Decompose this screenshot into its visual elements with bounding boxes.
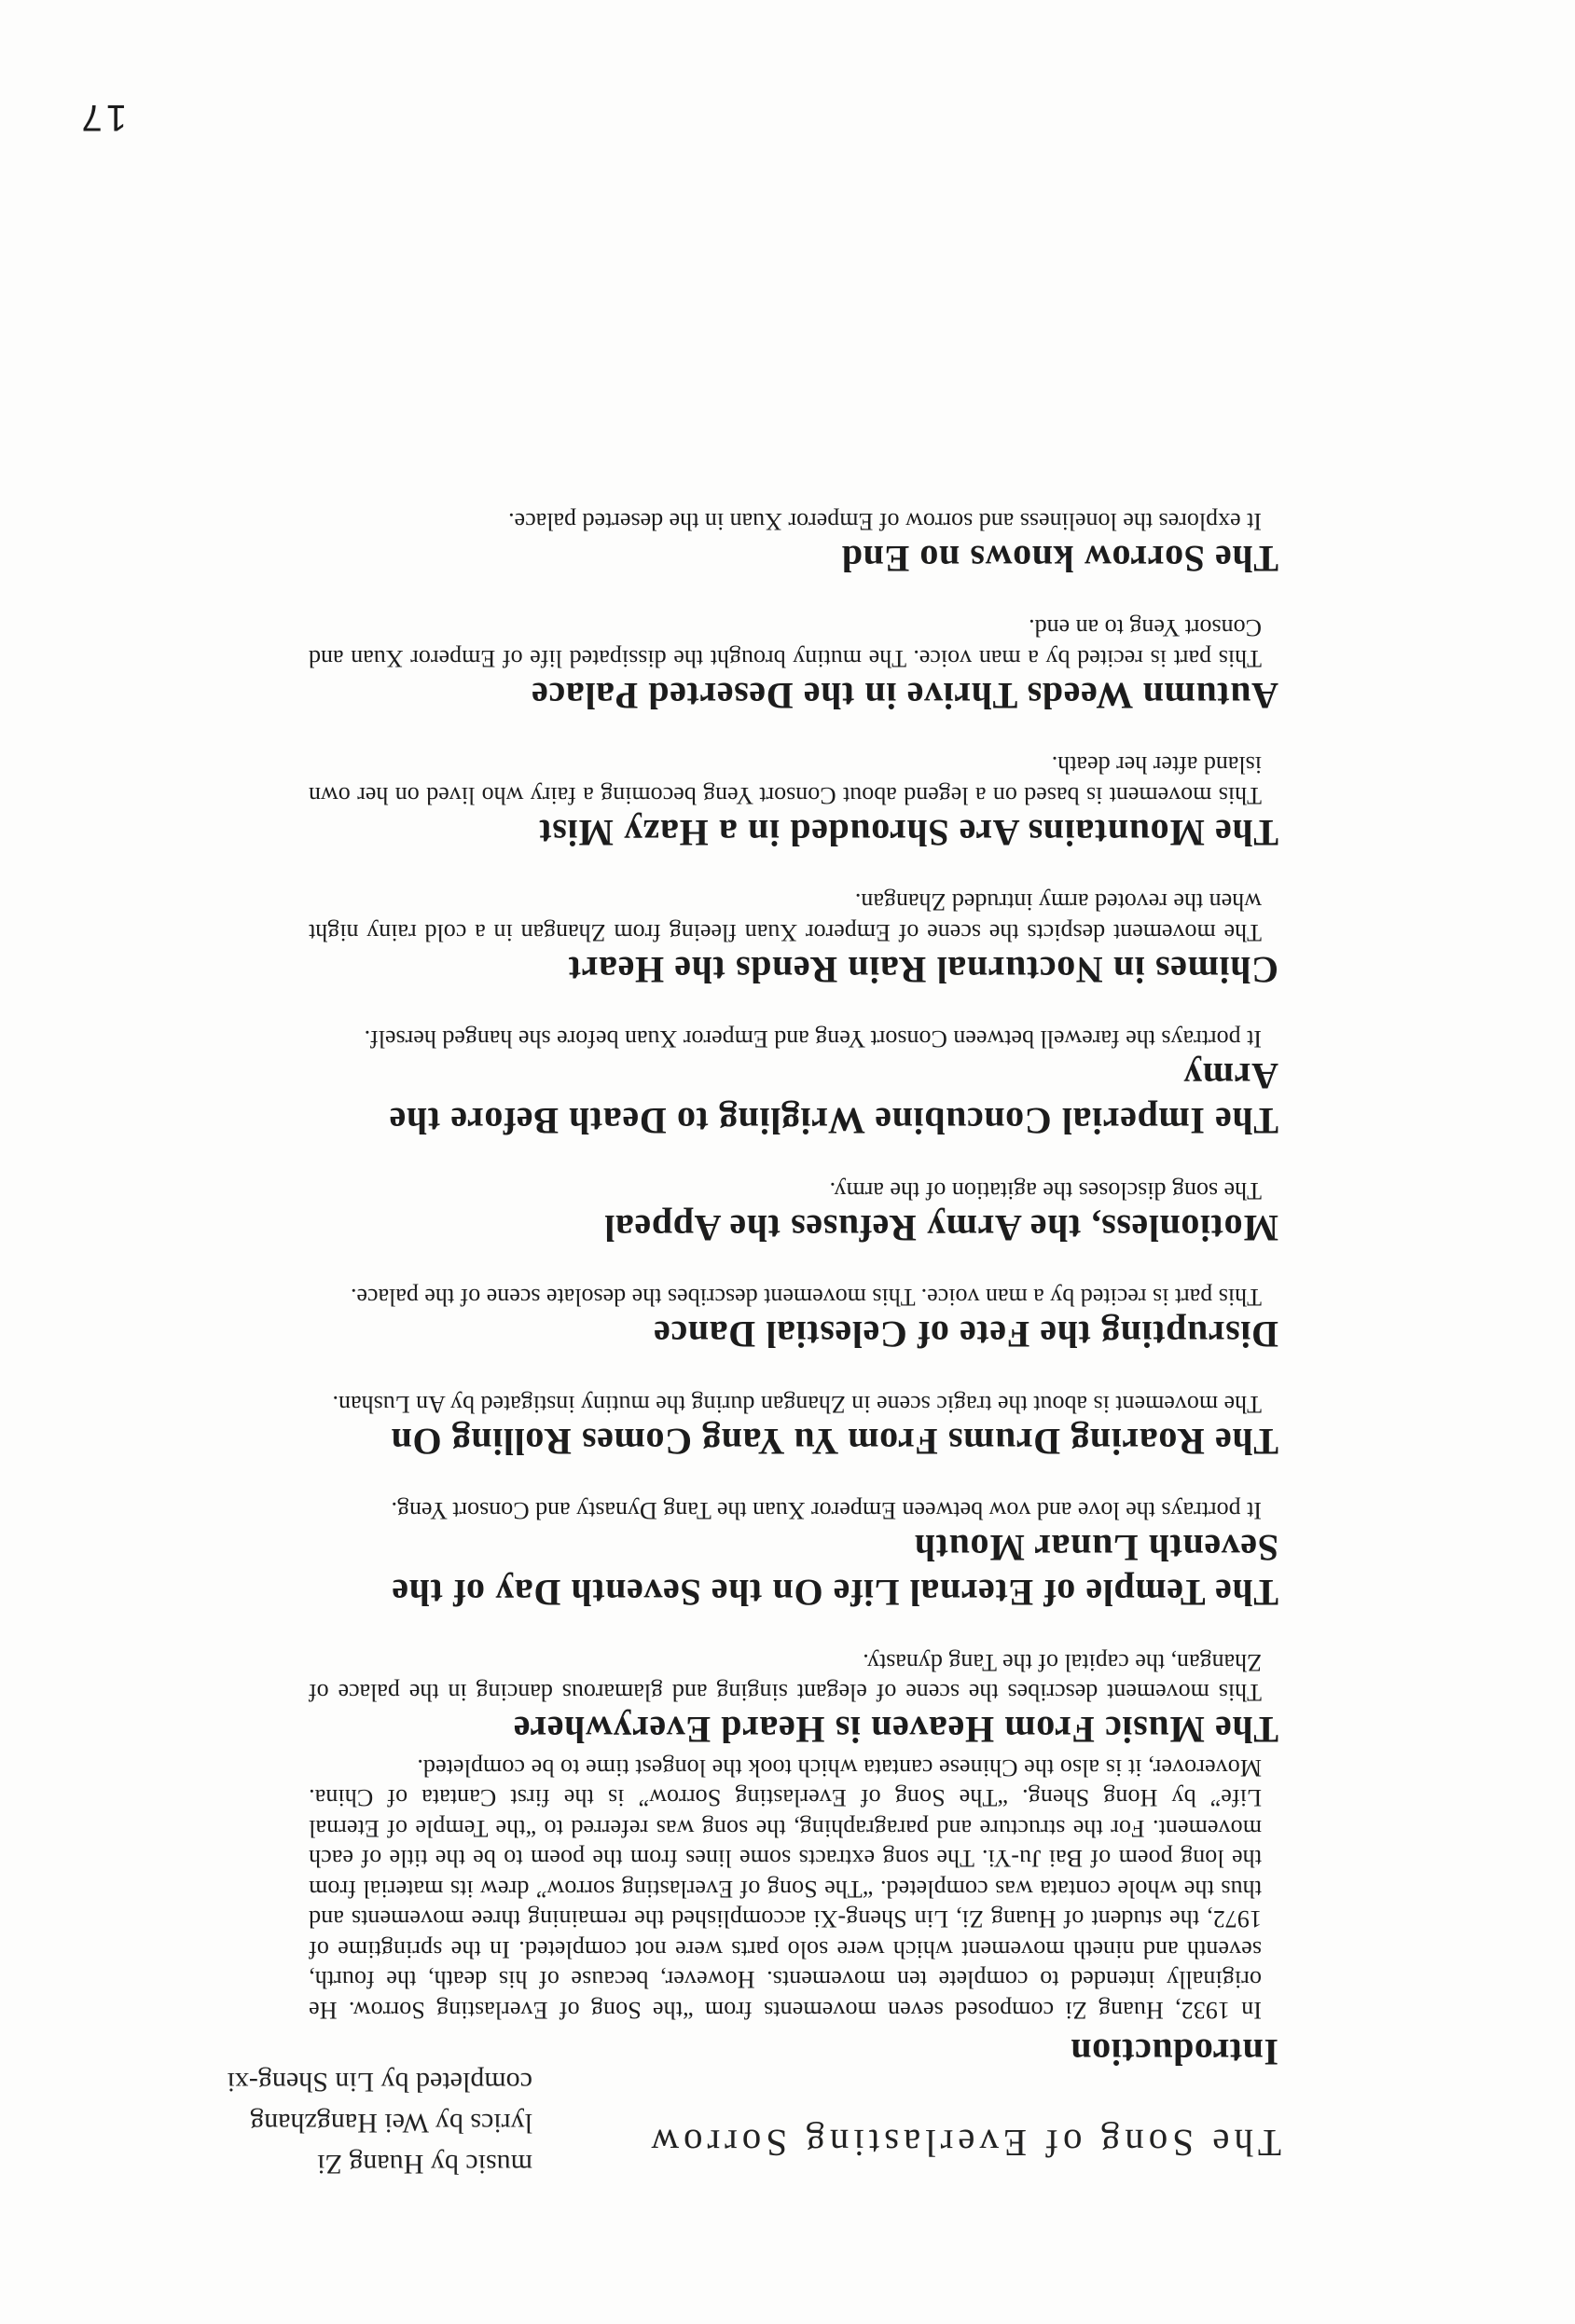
document-title: The Song of Everlasting Sorrow [646,2122,1281,2165]
movement-section [309,1024,1278,1144]
movement-heading: Chimes in Nocturnal Rain Rends the Heart [568,949,1278,991]
movement-description: This movement is based on a legend about Consort Yeng becoming a fairy who lived on her own island after her death. [309,751,1262,809]
movement-description: It portrays the love and vow between Emperor Xuan the Tang Dynasty and Consort Yeng. [391,1497,1262,1525]
movement-section [309,887,1278,992]
movement-heading: Disrupting the Fete of Celestial Dance [653,1313,1278,1356]
movement-description: It portrays the farewell between Consort Yeng and Emperor Xuan before she hanged herself. [364,1025,1262,1053]
introduction-body: In 1932, Huang Zi composed seven movements from “the Song of Everlasting Sorrow. He originally intended to complete ten movements. However, because of his death, the fourth, seventh and nineth movement which were solo parts were not completed. In the springtime of 1972, the student of Huang Zi, Lin Sheng-Xi accomplished the remaining three movements and thus the whole contata was completed. “The Song of Everlasting sorrow” drew its material from the long poem of Bai Ju-Yi. The song extracts some lines from the poem to be the title of each movement. For the structure and paragraphing, the song was referred to “the Temple of Eternal Life” by Hong Sheng. “The Song of Everlasting Sorrow” is the first Cantata of China. Moverover, it is also the Chinese cantata which took the longest time to be completed. [309,1754,1262,2024]
introduction-heading: Introduction [1070,2031,1278,2073]
movement-section [309,506,1278,582]
movement-section [309,1495,1278,1616]
movement-heading: The Mountains Are Shrouded in a Hazy Mist [538,812,1278,854]
movement-section [309,1647,1278,1753]
movement-description: This movement describes the scene of elegant singing and glamarous dancing in the palace of Zhangan, the capital of the Tang dynasty. [309,1649,1262,1707]
movement-description: This part is recited by a man voice. The mutiny brought the dissipated life of Emperor Xuan and Consort Yeng to an end. [309,614,1262,672]
movement-section [309,749,1278,855]
movement-heading: The Temple of Eternal Life On the Seventh Day of the Seventh Lunar Mouth [391,1527,1278,1615]
movement-heading: Motionless, the Army Refuses the Appeal [603,1207,1278,1249]
document-content [309,474,1278,2075]
movement-description: The song discloses the agitation of the army. [829,1177,1262,1204]
credit-music: music by Huang Zi [317,2149,532,2180]
document-header [0,2044,1575,2324]
movement-section [309,1282,1278,1357]
page-number: 17 [77,97,127,138]
movement-description: The movement is about the tragic scene in Zhangan during the mutiny instigated by An Lushan. [332,1391,1262,1418]
credit-lyrics: lyrics by Wei Hangzhang [250,2108,532,2138]
introduction [309,1753,1278,2075]
movement-heading: The Sorrow knows no End [841,538,1278,580]
movement-description: This part is recited by a man voice. This movement describes the desolate scene of the palace. [350,1284,1262,1312]
movement-heading: The Imperial Concubine Wrigling to Death Before the Army [389,1055,1278,1143]
movement-heading: The Music From Heaven is Heard Everywhere [513,1709,1278,1752]
movement-section [309,1176,1278,1251]
movement-heading: Autumn Weeds Thrive in the Deserted Palace [531,675,1278,717]
movement-heading: The Roaring Drums From Yu Yang Comes Rolling On [391,1421,1278,1463]
movement-description: It explores the loneliness and sorrow of Emperor Xuan in the deserted palace. [508,508,1262,535]
movement-description: The movement despicts the scene of Emperor Xuan fleeing from Zhangan in a cold rainy night when the revoted army intruded Zhangan. [309,888,1262,946]
movement-section [309,1389,1278,1465]
movement-section [309,612,1278,718]
credits-block [228,2061,532,2184]
credit-completed: completed by Lin Sheng-xi [227,2067,532,2097]
